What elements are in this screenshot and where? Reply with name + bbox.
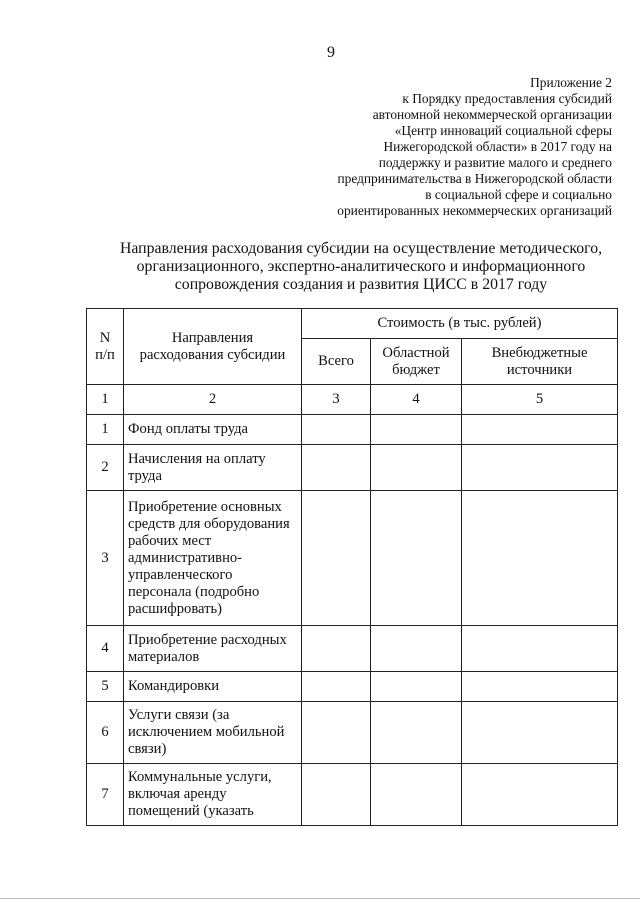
- row-direction-line: помещений (указать: [128, 803, 254, 819]
- header-regional-line: бюджет: [392, 361, 440, 378]
- subsidy-table: [86, 308, 618, 826]
- cell-regional: [371, 415, 462, 445]
- row-direction: [124, 702, 302, 764]
- row-direction-line: Приобретение расходных: [128, 631, 287, 648]
- title-line: организационного, экспертно-аналитического и информационного: [136, 258, 586, 275]
- appendix-line: Нижегородской области» в 2017 году на: [383, 139, 612, 154]
- page-number: 9: [327, 44, 335, 61]
- row-direction: [124, 445, 302, 491]
- table-row: [87, 415, 618, 445]
- row-direction-line: Начисления на оплату: [128, 450, 266, 467]
- cell-regional: [371, 764, 462, 826]
- cell-total: [302, 626, 371, 672]
- cell-regional: [371, 626, 462, 672]
- header-direction-line: Направления: [171, 329, 254, 346]
- header-num-line: N: [99, 329, 111, 346]
- cell-offbudget: [462, 491, 618, 626]
- cell-offbudget: [462, 626, 618, 672]
- column-index: 1: [87, 385, 124, 415]
- table-row: [87, 702, 618, 764]
- appendix-line: «Центр инноваций социальной сферы: [394, 123, 612, 138]
- row-direction: [124, 491, 302, 626]
- row-direction-line: персонала (подробно: [128, 583, 260, 600]
- column-index: 3: [302, 385, 371, 415]
- row-direction-line: материалов: [128, 648, 200, 665]
- row-direction: [124, 626, 302, 672]
- row-direction: [124, 672, 302, 702]
- header-cost: Стоимость (в тыс. рублей): [302, 309, 618, 339]
- row-direction-line: Коммунальные услуги,: [128, 769, 272, 785]
- column-index-row: [87, 385, 618, 415]
- column-index: 4: [371, 385, 462, 415]
- cell-total: [302, 672, 371, 702]
- header-total: Всего: [302, 339, 371, 385]
- header-num: [87, 309, 124, 385]
- row-direction-line: исключением мобильной: [128, 724, 285, 740]
- appendix-line: ориентированных некоммерческих организаций: [337, 203, 612, 218]
- cell-offbudget: [462, 764, 618, 826]
- row-number: 4: [87, 626, 124, 672]
- row-direction-line: административно-: [128, 549, 243, 566]
- cell-total: [302, 764, 371, 826]
- cell-total: [302, 415, 371, 445]
- table-row: [87, 445, 618, 491]
- row-number: 5: [87, 672, 124, 702]
- row-direction: [124, 764, 302, 826]
- row-number: 1: [87, 415, 124, 445]
- header-regional-line: Областной: [382, 344, 450, 361]
- row-number: 3: [87, 491, 124, 626]
- appendix-line: предпринимательства в Нижегородской области: [337, 171, 612, 186]
- appendix-line: поддержку и развитие малого и среднего: [378, 155, 612, 170]
- appendix-line: к Порядку предоставления субсидий: [402, 91, 612, 106]
- row-direction-line: средств для оборудования: [128, 515, 290, 532]
- column-index: 5: [462, 385, 618, 415]
- row-direction-line: Услуги связи (за: [128, 707, 230, 723]
- table-header-row: [87, 309, 618, 339]
- table-row: [87, 764, 618, 826]
- cell-regional: [371, 445, 462, 491]
- appendix-line: в социальной сфере и социально: [425, 187, 612, 202]
- cell-regional: [371, 702, 462, 764]
- appendix-header: [292, 75, 612, 219]
- header-regional-budget: [371, 339, 462, 385]
- scan-edge-line: [0, 898, 640, 899]
- row-direction-line: труда: [128, 467, 162, 484]
- row-number: 6: [87, 702, 124, 764]
- cell-offbudget: [462, 702, 618, 764]
- row-direction-line: Фонд оплаты труда: [128, 421, 248, 437]
- cell-offbudget: [462, 415, 618, 445]
- cell-total: [302, 702, 371, 764]
- header-offbudget-line: источники: [506, 361, 573, 378]
- table-row: [87, 672, 618, 702]
- row-direction-line: управленческого: [128, 566, 233, 583]
- cell-offbudget: [462, 672, 618, 702]
- row-number: 2: [87, 445, 124, 491]
- row-direction-line: Командировки: [128, 678, 220, 694]
- row-direction-line: связи): [128, 741, 167, 757]
- column-index: 2: [124, 385, 302, 415]
- row-direction-line: расшифровать): [128, 600, 223, 617]
- title-line: сопровождения создания и развития ЦИСС в 2017 году: [174, 276, 548, 293]
- table-row: [87, 491, 618, 626]
- cell-regional: [371, 491, 462, 626]
- table-row: [87, 626, 618, 672]
- header-offbudget-sources: [462, 339, 618, 385]
- row-direction-line: включая аренду: [128, 786, 227, 802]
- cell-total: [302, 445, 371, 491]
- header-offbudget-line: Внебюджетные: [491, 344, 588, 361]
- header-direction: [124, 309, 302, 385]
- appendix-line: автономной некоммерческой организации: [372, 107, 612, 122]
- cell-total: [302, 491, 371, 626]
- row-direction-line: Приобретение основных: [128, 498, 282, 515]
- row-direction: [124, 415, 302, 445]
- cell-regional: [371, 672, 462, 702]
- document-title: [96, 240, 626, 294]
- header-direction-line: расходования субсидии: [139, 346, 286, 363]
- cell-offbudget: [462, 445, 618, 491]
- appendix-line: Приложение 2: [530, 75, 612, 90]
- title-line: Направления расходования субсидии на осуществление методического,: [119, 240, 603, 257]
- row-number: 7: [87, 764, 124, 826]
- row-direction-line: рабочих мест: [128, 532, 212, 549]
- header-num-line: п/п: [95, 346, 115, 363]
